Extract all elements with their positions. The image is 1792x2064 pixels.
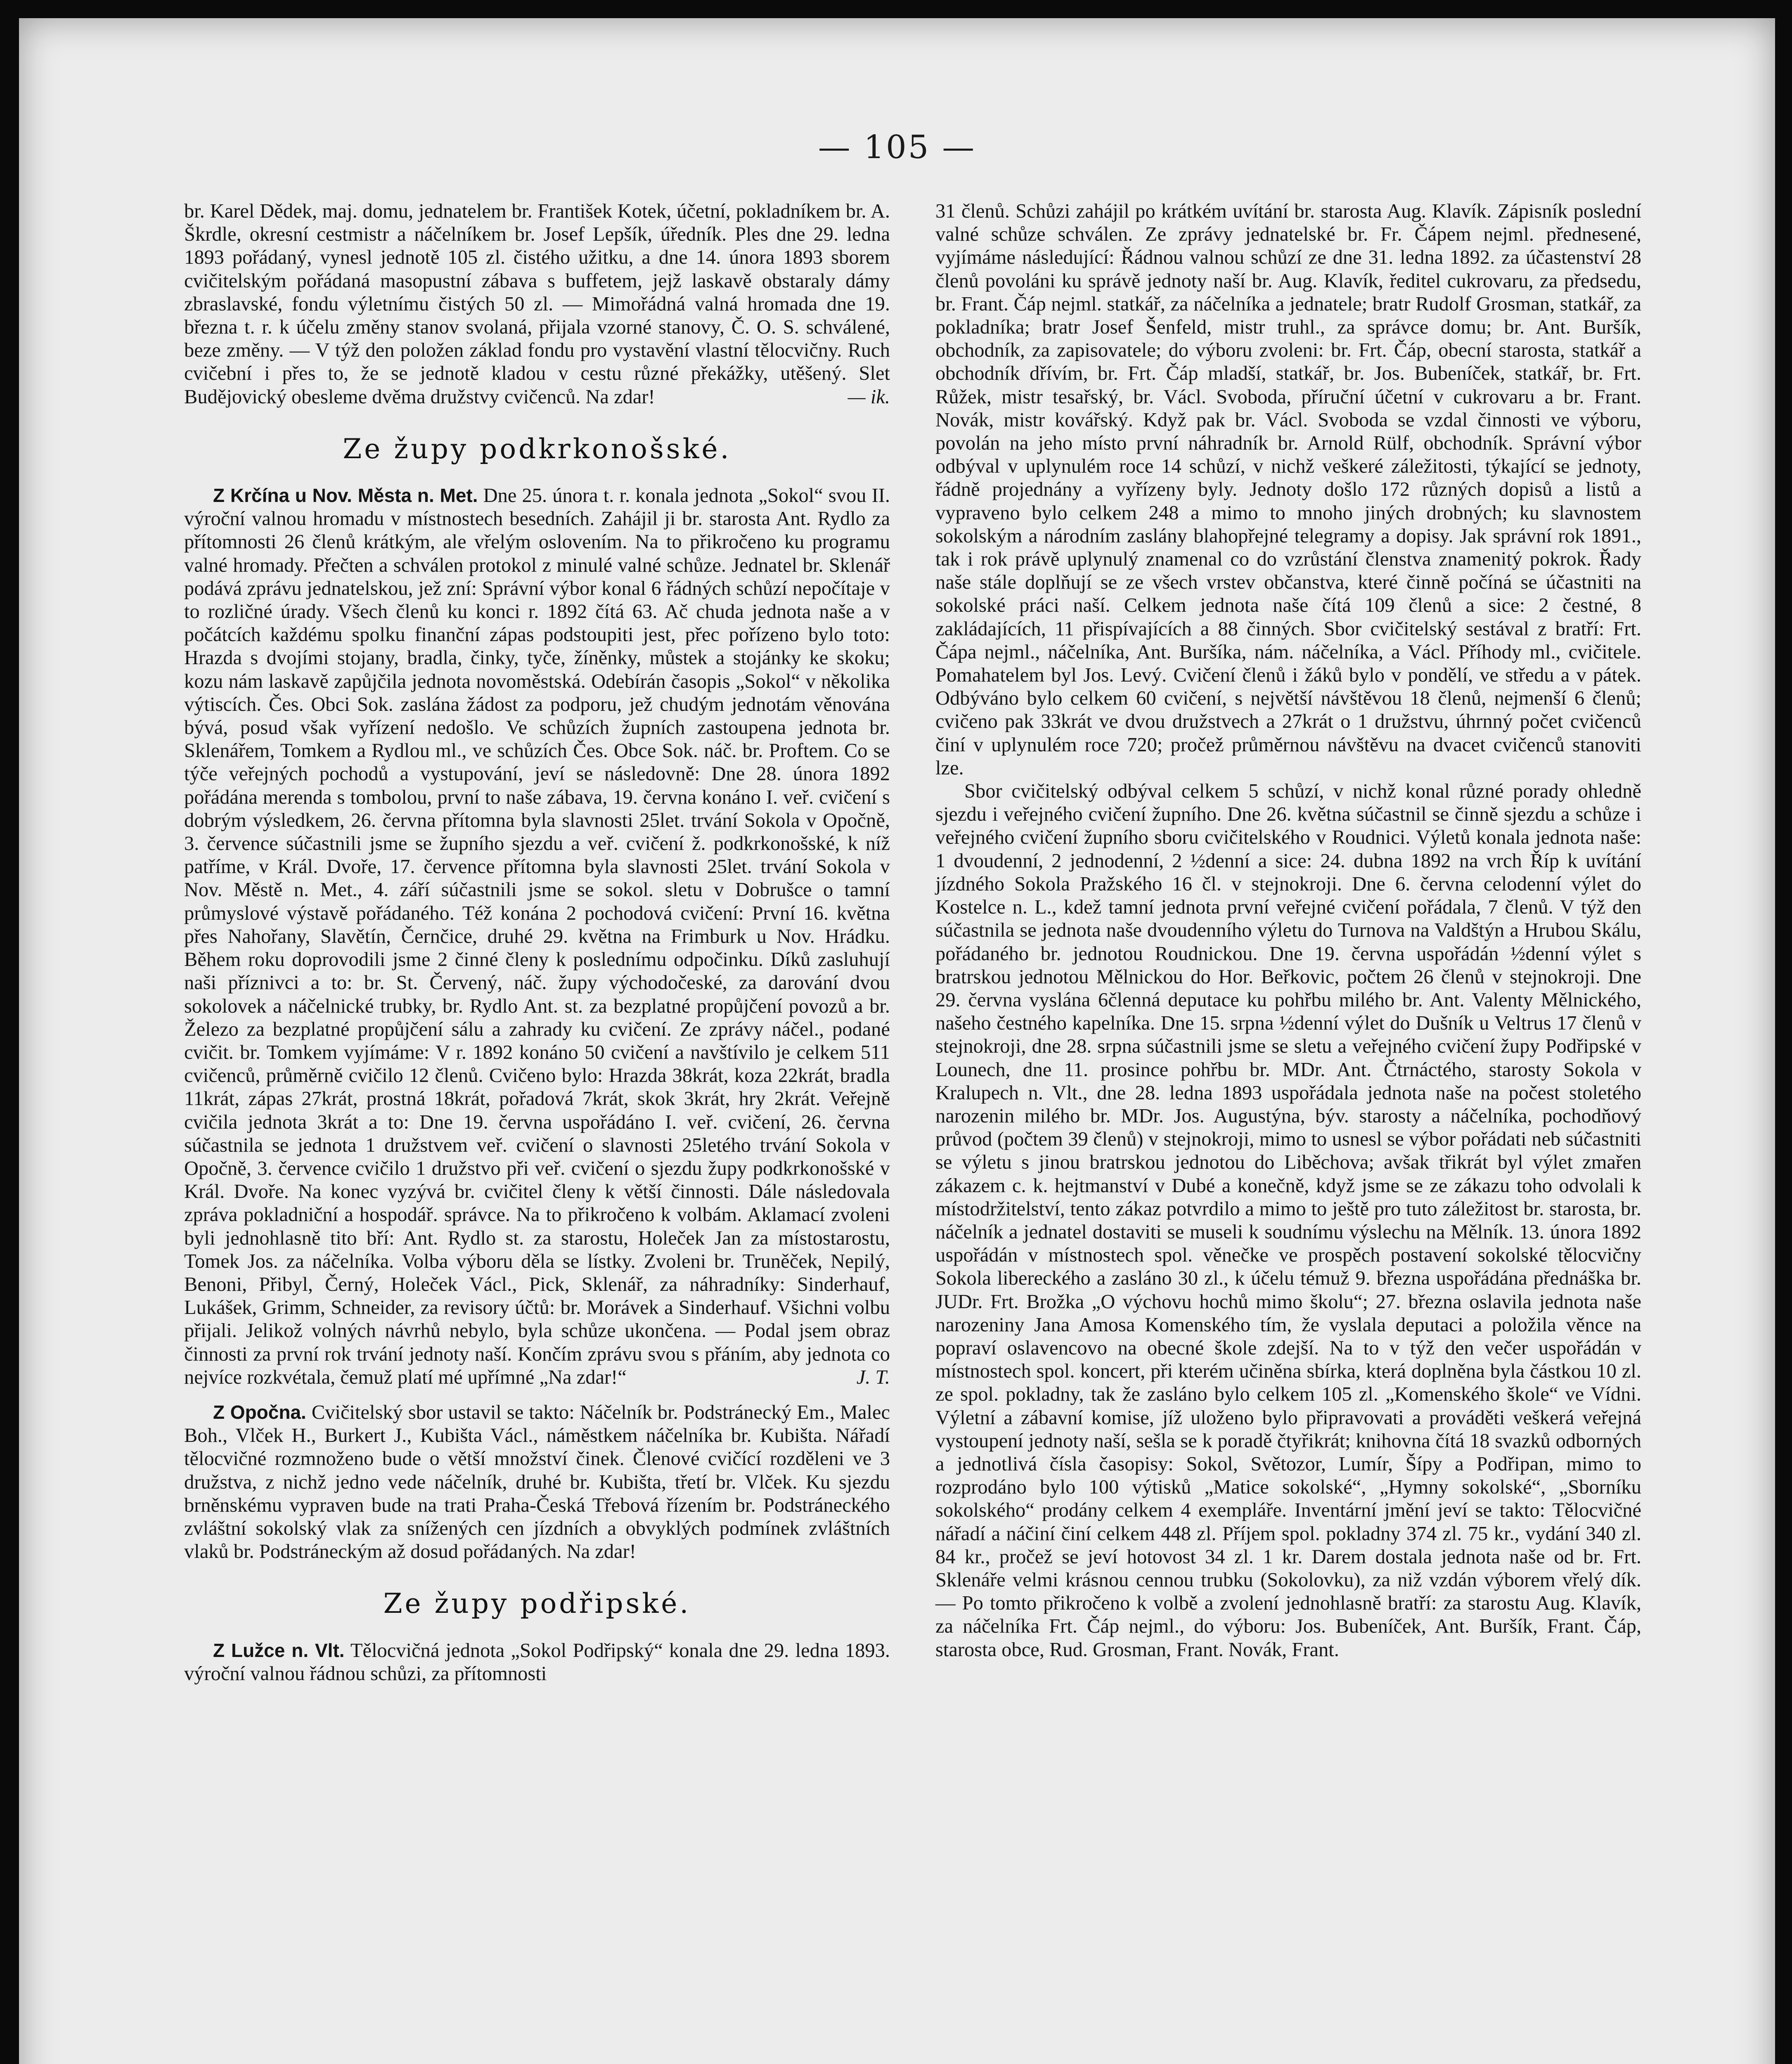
article-zbraslav-end	[184, 200, 890, 409]
article-krcina	[184, 484, 890, 1389]
article-signature: — ik.	[847, 386, 890, 408]
article-signature: J. T.	[856, 1366, 890, 1388]
article-place: Z Opočna.	[213, 1401, 306, 1423]
article-text: Cvičitelský sbor ustavil se takto: Náčelník br. Podstránecký Em., Malec Boh., Vlček H., Burkert J., Kubišta Václ., náměstkem náčelníka br. Kubišta. Nářadí tělocvičné rozmnoženo bude o větší množství činek. Členové cvičící rozděleni ve 3 družstva, z nichž jedno vede náčelník, druhé br. Kubišta, třetí br. Vlček. Ku sjezdu brněnskému vypraven bude na trati Praha-Česká Třebová řízením br. Podstráneckého zvláštní sokolský vlak za snížených cen jízdních a obvyklých podmínek zvláštních vlaků br. Podstráneckým až dosud pořádaných. Na zdar!	[184, 1401, 890, 1563]
page-number: — 105 —	[818, 129, 976, 166]
article-opocno	[184, 1401, 890, 1563]
article-luzec-continued-2: Sbor cvičitelský odbýval celkem 5 schůzí, v nichž konal různé porady ohledně sjezdu i veřejného cvičení župního. Dne 26. května súčastnil se činně sjezdu a schůze i veřejného cvičení župního sboru cvičitelského v Roudnici. Výletů konala jednota naše: 1 dvoudenní, 2 jednodenní, 2 ½denní a sice: 24. dubna 1892 na vrch Říp k uvítání jízdného Sokola Pražského 16 čl. v stejnokroji. Dne 6. června celodenní výlet do Kostelce n. L., kdež tamní jednota první veřejné cvičení pořádala, 7 členů. V týž den súčastnila se jednota naše dvoudenního výletu do Turnova na Valdštýn a Hrubou Skálu, pořádaného br. jednotou Roudnickou. Dne 19. června uspořádán ½denní výlet s bratrskou jednotou Mělnickou do Hor. Beřkovic, počtem 26 členů v stejnokroji. Dne 29. června vyslána 6členná deputace ku pohřbu milého br. Ant. Valenty Mělnického, našeho čestného kapelníka. Dne 15. srpna ½denní výlet do Dušník u Veltrus 17 členů v stejnokroji, dne 28. srpna súčastnili jsme se sletu a veřejného cvičení župy Podřipské v Lounech, dne 11. prosince pohřbu br. MDr. Ant. Čtrnáctého, starosty Sokola v Kralupech n. Vlt., dne 28. ledna 1893 uspořádala jednota naše na počest stoletého narozenin milého br. MDr. Jos. Augustýna, býv. starosty a náčelníka, pochodňový průvod (počtem 39 členů) v stejnokroji, mimo to usnesl se výbor pořádati neb súčastniti se výletu s jinou bratrskou jednotou do Liběchova; avšak třikrát byl výlet zmařen zákazem c. k. hejtmanství v Dubé a konečně, když jsme se ze zákazu toho odvolali k místodržitelství, tento zákaz potvrdilo a mimo to ještě pro tuto záležitost br. starosta, br. náčelník a jednatel dostaviti se museli k soudnímu výslechu na Mělník. 13. února 1892 uspořádán v místnostech spol. věnečke ve prospěch postavení sokolské tělocvičny Sokola libereckého a zasláno 30 zl., k účelu témuž 9. března uspořádána přednáška br. JUDr. Frt. Brožka „O výchovu hochů mimo školu“; 27. března oslavila jednota naše narozeniny Jana Amosa Komenského tím, že vyslala deputaci a položila věnce na popraví oslavencovo na obecné škole zdejší. Na to v týž den večer uspořádán v místnostech spol. koncert, při kterém učiněna sbírka, která doplněna byla částkou 10 zl. ze spol. pokladny, tak že zasláno bylo celkem 105 zl. „Komenského škole“ ve Vídni. Výletní a zábavní komise, jíž uloženo bylo připravovati a prováděti veškerá veřejná vystoupení jednoty naší, sešla se k poradě čtyřikrát; knihovna čítá 18 svazků odborných a jednotlivá čísla časopisy: Sokol, Světozor, Lumír, Šípy a Podřipan, mimo to rozprodáno bylo 100 výtisků „Matice sokolské“, „Hymny sokolské“, „Sborníku sokolského“ prodány celkem 4 exempláře. Inventární jmění jeví se takto: Tělocvičné nářadí a náčiní činí celkem 448 zl. Příjem spol. pokladny 374 zl. 75 kr., vydání 340 zl. 84 kr., pročež se jeví hotovost 34 zl. 1 kr. Darem dostala jednota naše od br. Frt. Sklenáře velmi krásnou cennou trubku (Sokolovku), za niž vzdán výborem vřelý dík. — Po tomto přikročeno k volbě a zvolení jednohlasně bratří: za starostu Aug. Klavík, za náčelníka Frt. Čáp nejml., do výboru: Jos. Bubeníček, Ant. Buršík, Frant. Čáp, starosta obce, Rud. Grosman, Frant. Novák, Frant.	[935, 780, 1641, 1661]
article-luzec	[184, 1639, 890, 1685]
article-place: Z Krčína u Nov. Města n. Met.	[213, 485, 478, 507]
section-heading-podripska: Ze župy podřipské.	[383, 1588, 691, 1620]
article-place: Z Lužce n. Vlt.	[213, 1639, 345, 1661]
article-luzec-continued: 31 členů. Schůzi zahájil po krátkém uvítání br. starosta Aug. Klavík. Zápisník poslední valné schůze schválen. Ze zprávy jednatelské br. Fr. Čápem nejml. přednesené, vyjímáme následující: Řádnou valnou schůzí ze dne 31. ledna 1892. za účastenství 28 členů povoláni ku správě jednoty naší br. Aug. Klavík, ředitel cukrovaru, za předsedu, br. Frant. Čáp nejml. statkář, za náčelníka a jednatele; bratr Rudolf Grosman, statkář, za pokladníka; bratr Josef Šenfeld, mistr truhl., za správce domu; br. Ant. Buršík, obchodník, za zapisovatele; do výboru zvoleni: br. Frt. Čáp, obecní starosta, statkář a obchodník dřívím, br. Frt. Čáp mladší, statkář, br. Jos. Bubeníček, statkář, br. Frt. Růžek, mistr tesařský, br. Václ. Svoboda, příruční účetní v cukrovaru a br. Frant. Novák, mistr kovářský. Když pak br. Václ. Svoboda se vzdal činnosti ve výboru, povolán na jeho místo první náhradník br. Arnold Rülf, obchodník. Správní výbor odbýval v uplynulém roce 14 schůzí, v nichž veškeré záležitosti, týkající se jednoty, řádně projednány a vyřízeny byly. Jednoty došlo 172 různých dopisů a listů a vypraveno bylo celkem 248 a mimo to mnoho jiných drobných; ku slavnostem sokolským a národním zaslány blahopřejné telegramy a dopisy. Jak správní rok 1891., tak i rok právě uplynulý znamenal co do vzrůstání členstva znamenitý pokrok. Řady naše stále doplňují se ze všech vrstev občanstva, které činně počíná se účastniti na sokolské práci naší. Celkem jednota naše čítá 109 členů a sice: 2 čestné, 8 zakládajících, 11 přispívajících a 88 činných. Sbor cvičitelský sestával z bratří: Frt. Čápa nejml., náčelníka, Ant. Buršíka, nám. náčelníka, a Václ. Příhody ml., cvičitele. Pomahatelem byl Jos. Levý. Cvičení členů i žáků bylo v pondělí, ve středu a v pátek. Odbýváno bylo celkem 60 cvičení, s největší návštěvou 18 členů, nejmenší 6 členů; cvičeno pak 33krát ve dvou družstvech a 27krát o 1 družstvu, úhrnný počet cvičenců činí v uplynulém roce 720; pročež průměrnou návštěvu na dvacet cvičenců stanoviti lze.	[935, 200, 1641, 779]
article-text: Dne 25. února t. r. konala jednota „Sokol“ svou II. výroční valnou hromadu v místnostech besedních. Zahájil ji br. starosta Ant. Rydlo za přítomnosti 26 členů krátkým, ale vřelým oslovením. Na to přikročeno ku programu valné hromady. Přečten a schválen protokol z minulé valné schůze. Jednatel br. Sklenář podává zprávu jednatelskou, jež zní: Správní výbor konal 6 řádných schůzí nepočítaje v to rozličné úrady. Všech členů ku konci r. 1892 čítá 63. Ač chuda jednota naše a v počátcích každému spolku finanční zápas podstoupiti jest, přec pořízeno bylo toto: Hrazda s dvojími stojany, bradla, činky, tyče, žíněnky, můstek a stojánky ke skoku; kozu nám laskavě zapůjčila jednota novoměstská. Odebírán časopis „Sokol“ v několika výtiscích. Čes. Obci Sok. zaslána žádost za podporu, jež chudým jednotám věnována bývá, posud však vyřízení nedošlo. Ve schůzích župních zastoupena jednota br. Sklenářem, Tomkem a Rydlou ml., ve schůzích Čes. Obce Sok. náč. br. Proftem. Co se týče veřejných pochodů a vystupování, jeví se následovně: Dne 28. února 1892 pořádána merenda s tombolou, první to naše zábava, 19. června konáno I. veř. cvičení s dobrým výsledkem, 26. června přítomna byla slavnosti 25let. trvání Sokola v Opočně, 3. července súčastnili jsme se župního sjezdu a veř. cvičení ž. podkrkonošské, k níž patříme, v Král. Dvoře, 17. července přítomna byla slavnosti 25let. trvání Sokola v Nov. Městě n. Met., 4. září súčastnili jsme se sokol. sletu v Dobrušce o tamní průmyslové výstavě pořádaného. Též konána 2 pochodová cvičení: První 16. května přes Nahořany, Slavětín, Černčice, druhé 29. května na Frimburk u Nov. Hrádku. Během roku doprovodili jsme 2 činné členy k poslednímu odpočinku. Díků zasluhují naši příznivci a to: br. St. Červený, náč. župy východočeské, za darování dvou sokolovek a náčelnické trubky, br. Rydlo Ant. st. za bezplatné propůjčení povozů a br. Železo za bezplatné propůjčení sálu a zahrady ku cvičení. Ze zprávy náčel., podané cvičit. br. Tomkem vyjímáme: V r. 1892 konáno 50 cvičení a navštívilo je celkem 511 cvičenců, průměrně cvičilo 12 členů. Cvičeno bylo: Hrazda 38krát, koza 22krát, bradla 11krát, zápas 27krát, prostná 18krát, pořadová 7krát, skok 3krát, hry 2krát. Veřejně cvičila jednota 3krát a to: Dne 19. června uspořádáno I. veř. cvičení, 26. června súčastnila se jednota 1 družstvem veř. cvičení o slavnosti 25letého trvání Sokola v Opočně, 3. července cvičilo 1 družstvo při veř. cvičení o sjezdu župy podkrkonošské v Král. Dvoře. Na konec vyzývá br. cvičitel členy k větší činnosti. Dále následovala zpráva pokladniční a hospodář. správce. Na to přikročeno k volbám. Aklamací zvoleni byli jednohlasně tito bří: Ant. Rydlo st. za starostu, Holeček Jan za místostarostu, Tomek Jos. za náčelníka. Volba výboru děla se lístky. Zvoleni br. Truněček, Nepilý, Benoni, Přibyl, Černý, Holeček Václ., Pick, Sklenář, za náhradníky: Sinderhauf, Lukášek, Grimm, Schneider, za revisory účtů: br. Morávek a Sinderhauf. Všichni volbu přijali. Jelikož volných návrhů nebylo, byla schůze ukončena. — Podal jsem obraz činnosti za první rok trvání jednoty naší. Končím zprávu svou s přáním, aby jednota co nejvíce rozkvétala, čemuž platí mé upřímné „Na zdar!“	[184, 485, 890, 1388]
right-column	[935, 200, 1641, 1662]
article-text: br. Karel Dědek, maj. domu, jednatelem br. František Kotek, účetní, pokladníkem br. A. Škrdle, okresní cestmistr a náčelníkem br. Josef Lepšík, úředník. Ples dne 29. ledna 1893 pořádaný, vynesl jednotě 105 zl. čistého užitku, a dne 14. února 1893 sborem cvičitelským pořádaná masopustní zábava s buffetem, jejž laskavě obstaraly dámy zbraslavské, fondu výletnímu čistých 50 zl. — Mimořádná valná hromada dne 19. března t. r. k účelu změny stanov svolaná, přijala vzorné stanovy, Č. O. S. schválené, beze změny. — V týž den položen základ fondu pro vystavění vlastní tělocvičny. Ruch cvičební i přes to, že se jednotě kladou v cestu různé překážky, utěšený. Slet Budějovický obesleme dvěma družstvy cvičenců. Na zdar!	[184, 200, 890, 408]
left-column	[184, 200, 890, 1685]
newspaper-page	[19, 18, 1775, 2064]
article-text: Tělocvičná jednota „Sokol Podřipský“ konala dne 29. ledna 1893. výroční valnou řádnou schůzi, za přítomnosti	[184, 1639, 890, 1685]
section-heading-podkrkonosska: Ze župy podkrkonošské.	[343, 433, 731, 465]
